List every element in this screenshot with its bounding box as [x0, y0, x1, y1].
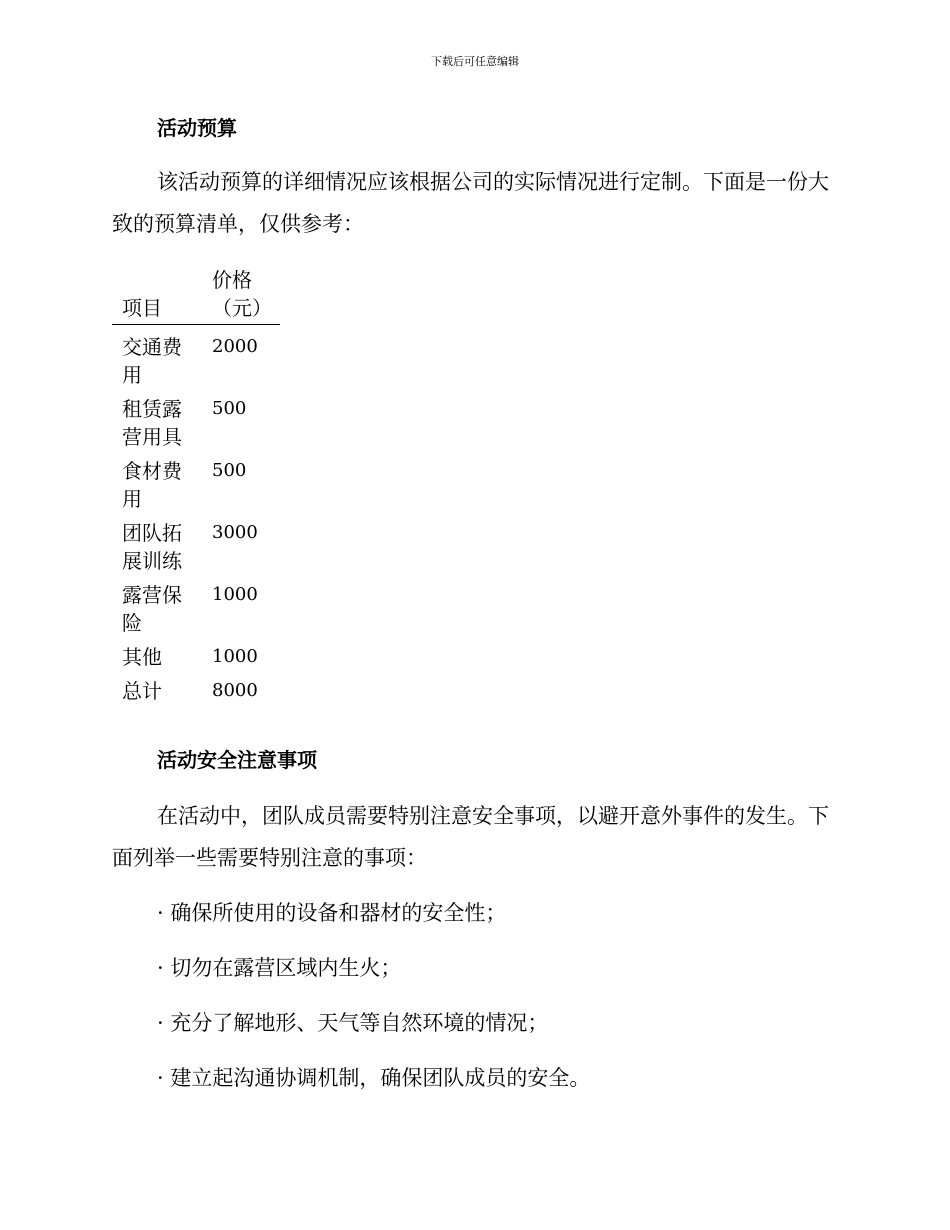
table-row [112, 389, 280, 451]
safety-list-item: · 建立起沟通协调机制，确保团队成员的安全。 [157, 1066, 591, 1090]
table-row [112, 325, 280, 390]
column-header-price: 价格（元） [212, 266, 280, 325]
table-cell-price: 3000 [212, 522, 258, 543]
table-cell-item: 总计 [122, 679, 162, 703]
safety-list-item: · 确保所使用的设备和器材的安全性； [157, 901, 507, 925]
table-cell-item: 其他 [122, 645, 162, 669]
table-row [112, 671, 280, 705]
table-cell-price: 2000 [212, 336, 258, 357]
table-cell-price: 8000 [212, 680, 258, 701]
table-row [112, 513, 280, 575]
table-cell-price: 1000 [212, 584, 258, 605]
table-cell-price: 500 [212, 398, 247, 419]
table-cell-item: 交通费用 [122, 335, 182, 387]
column-header-item: 项目 [112, 266, 212, 325]
budget-table [112, 266, 280, 705]
table-cell-item: 食材费用 [122, 459, 182, 511]
table-row [112, 637, 280, 671]
safety-intro-paragraph: 在活动中，团队成员需要特别注意安全事项，以避开意外事件的发生。下面列举一些需要特别注意的事项： [112, 804, 829, 870]
table-cell-price: 1000 [212, 646, 258, 667]
safety-list-item: · 切勿在露营区域内生火； [157, 956, 402, 980]
table-row [112, 575, 280, 637]
budget-table-header-row [112, 266, 280, 325]
table-row [112, 451, 280, 513]
table-cell-item: 露营保险 [122, 583, 182, 635]
safety-list-item: · 充分了解地形、天气等自然环境的情况； [157, 1011, 549, 1035]
budget-intro-paragraph: 该活动预算的详细情况应该根据公司的实际情况进行定制。下面是一份大致的预算清单，仅供参考： [112, 170, 829, 236]
table-cell-price: 500 [212, 460, 247, 481]
safety-heading: 活动安全注意事项 [157, 748, 317, 772]
table-cell-item: 租赁露营用具 [122, 397, 182, 449]
budget-heading: 活动预算 [157, 116, 237, 140]
table-cell-item: 团队拓展训练 [122, 521, 182, 573]
page-header-note: 下载后可任意编辑 [431, 55, 519, 68]
